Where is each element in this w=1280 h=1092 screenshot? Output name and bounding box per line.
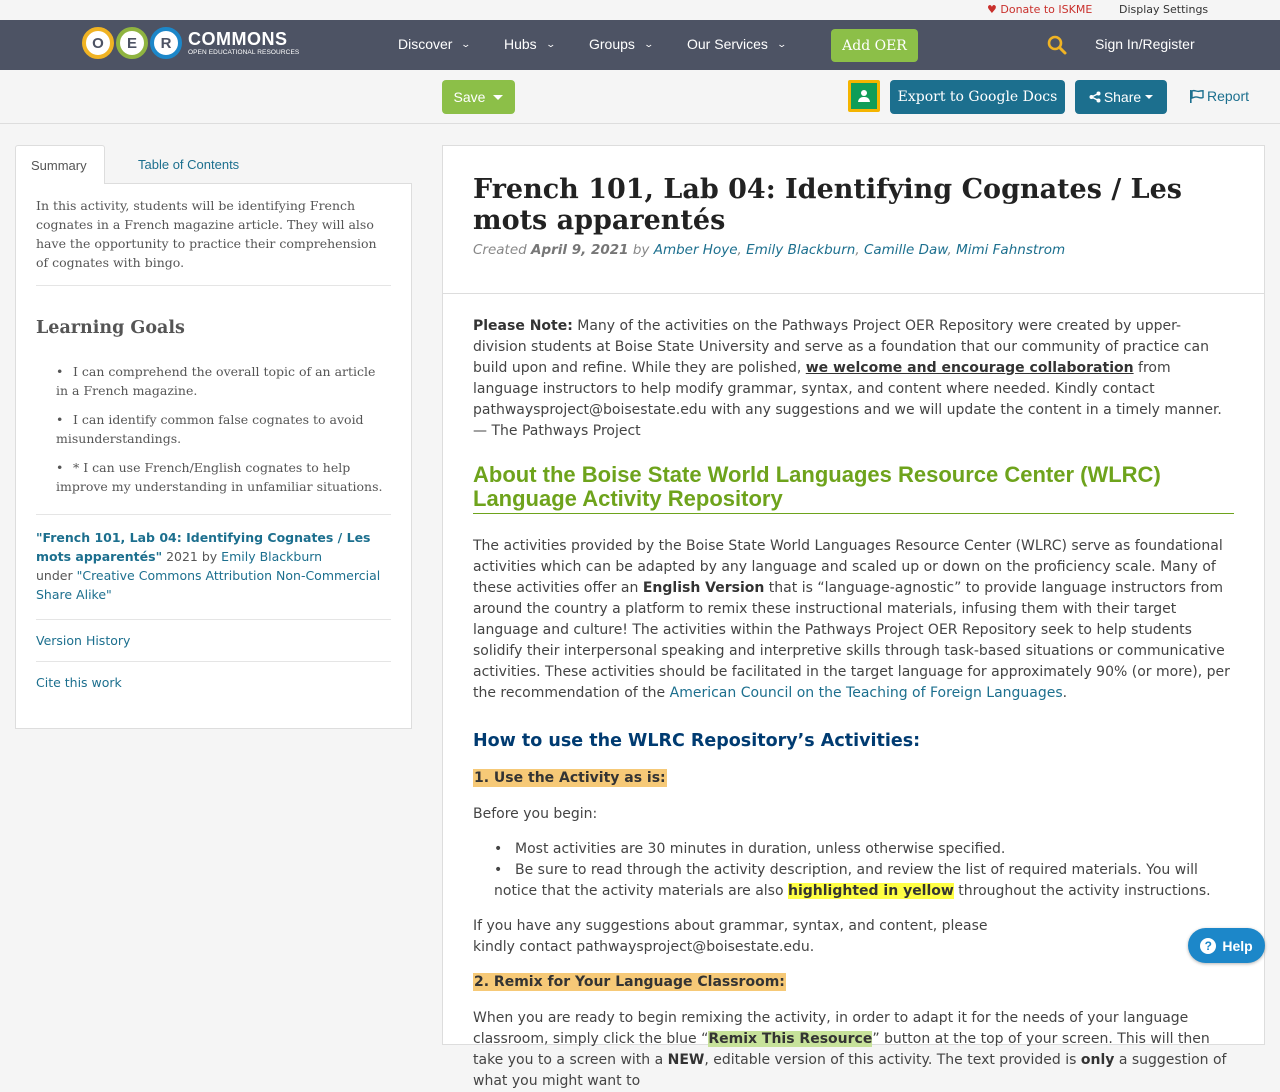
logo-letter-e: E [116, 27, 148, 59]
divider [36, 661, 391, 662]
help-label: Help [1222, 937, 1253, 954]
chevron-down-icon: ⌄ [643, 38, 654, 49]
resource-meta: Created April 9, 2021 by Amber Hoye, Emily Blackburn, Camille Daw, Mimi Fahnstrom [473, 242, 1066, 258]
step-2-label: 2. Remix for Your Language Classroom: [474, 974, 785, 990]
resource-toolbar [0, 70, 1280, 124]
list-item [473, 839, 1234, 860]
note-text-1: Many of the activities on the Pathways Project OER Repository were created by upper-division students at Boise State University and serve as a foundation that our community of practice can build upon and refine. While they are polished, [473, 318, 1210, 376]
english-version-text: English Version [642, 580, 765, 596]
divider [36, 514, 391, 515]
highlighted-yellow-text: highlighted in yellow [788, 883, 954, 899]
export-google-docs-button[interactable]: Export to Google Docs [890, 80, 1065, 114]
remix-this-resource-text: Remix This Resource [708, 1031, 873, 1047]
before-you-begin: Before you begin: [473, 806, 598, 822]
step-1-paragraph [473, 768, 1234, 789]
report-label: Report [1207, 88, 1250, 104]
about-end: . [1062, 685, 1068, 701]
note-text-2: from language instructors to help modify grammar, syntax, and content where needed. Kindly contact pathwaysproject@boisestate.edu with any suggestions and we will update the content in a timely manner. — The Pathways Project [473, 360, 1222, 439]
remix-text-3: , editable version of this activity. The text provided is [704, 1052, 1081, 1068]
learning-goal-item [36, 410, 391, 448]
author-link[interactable]: Amber Hoye [653, 242, 738, 258]
license-under: under [36, 568, 77, 583]
about-text-1: The activities provided by the Boise State World Languages Resource Center (WLRC) serve as foundational activities which can be adapted by any language and scaled up or down on the proficiency scale. Many of these activities offer an [473, 538, 1223, 596]
before-list [473, 839, 1234, 902]
author-link[interactable]: Mimi Fahnstrom [956, 242, 1066, 258]
learning-goals-title: Learning Goals [36, 318, 185, 338]
learning-goal-text: I can comprehend the overall topic of an article in a French magazine. [56, 364, 376, 398]
learning-goal-item [36, 458, 391, 496]
divider [36, 285, 391, 286]
learning-goals-list [36, 362, 391, 496]
bullet-1-text: Most activities are 30 minutes in duration, unless otherwise specified. [515, 841, 1006, 857]
cite-this-work-link[interactable]: Cite this work [36, 675, 122, 690]
heart-icon: ♥ [987, 3, 997, 16]
chevron-down-icon: ⌄ [545, 38, 556, 49]
caret-down-icon [1145, 95, 1153, 99]
summary-text: In this activity, students will be identifying French cognates in a French magazine article. They will also have the opportunity to practice their comprehension of cognates with bingo. [36, 198, 377, 270]
search-icon[interactable] [1047, 35, 1067, 55]
nav-discover[interactable] [398, 36, 470, 52]
display-settings-link[interactable]: Display Settings [1119, 3, 1209, 16]
remix-paragraph [473, 1008, 1234, 1092]
created-label: Created [473, 242, 532, 258]
resource-content [442, 145, 1265, 1089]
nav-groups-label: Groups [589, 36, 635, 52]
caret-down-icon [493, 95, 503, 100]
sidebar-tabs [15, 145, 412, 184]
report-button[interactable] [1190, 88, 1249, 104]
about-heading: About the Boise State World Languages Resource Center (WLRC) Language Activity Repository [473, 463, 1234, 514]
license-year-by: 2021 by [162, 549, 222, 564]
google-classroom-icon [851, 83, 877, 109]
remix-text-1: When you are ready to begin remixing the activity, in order to adapt it for the needs of your language classroom, simply click the blue “ [473, 1010, 1189, 1047]
version-history-link[interactable]: Version History [36, 633, 131, 648]
sign-in-register-link[interactable]: Sign In/Register [1095, 36, 1195, 52]
about-text-2: that is “language-agnostic” to provide language instructors from around the country a platform to remix these instructional materials, infusing them with their target language and culture! The activities within the Pathways Project OER Repository seek to help students solidify their interpersonal speaking and interpretive skills through task-based situations or communicative activities. These activities should be facilitated in the target language for approximately 90% (or more), per the recommendation of the [473, 580, 1230, 701]
resource-header [443, 146, 1264, 294]
save-button[interactable] [442, 80, 515, 114]
actfl-link[interactable]: American Council on the Teaching of Foreign Languages [669, 685, 1063, 701]
add-oer-button[interactable]: Add OER [831, 29, 918, 62]
learning-goal-item [36, 362, 391, 400]
bullet-2-text-b: throughout the activity instructions. [953, 883, 1211, 899]
main-nav [0, 20, 1280, 70]
divider [36, 619, 391, 620]
logo-letter-o: O [82, 27, 114, 59]
chevron-down-icon: ⌄ [460, 38, 472, 49]
summary-panel [15, 183, 412, 729]
bullet-2-text-a: Be sure to read through the activity description, and review the list of required materials. You will notice that the activity materials are also [494, 862, 1198, 899]
tab-summary[interactable]: Summary [15, 145, 105, 184]
nav-groups[interactable] [589, 36, 652, 52]
share-icon [1089, 91, 1101, 103]
step-2-paragraph [473, 972, 1234, 993]
license-attribution [36, 528, 391, 604]
nav-our-services[interactable] [687, 36, 785, 52]
nav-our-services-label: Our Services [687, 36, 768, 52]
share-button[interactable] [1075, 80, 1167, 114]
save-label: Save [453, 89, 486, 105]
license-author-link[interactable]: Emily Blackburn [221, 549, 323, 564]
collaboration-text: we welcome and encourage collaboration [805, 360, 1134, 376]
help-button[interactable] [1188, 928, 1265, 963]
donate-link[interactable] [987, 3, 1092, 16]
resource-title: French 101, Lab 04: Identifying Cognates / Les mots apparentés [473, 174, 1182, 236]
resource-sidebar [15, 145, 412, 729]
learning-goal-text: I can identify common false cognates to avoid misunderstandings. [56, 412, 364, 446]
google-classroom-button[interactable] [848, 80, 880, 112]
about-paragraph [473, 536, 1234, 704]
tab-table-of-contents[interactable]: Table of Contents [138, 157, 240, 172]
list-item [473, 860, 1234, 902]
learning-goal-text: * I can use French/English cognates to help improve my understanding in unfamiliar situations. [56, 460, 383, 494]
remix-text-4: a suggestion of what you might want to [473, 1052, 1227, 1089]
chevron-down-icon: ⌄ [776, 38, 787, 49]
remix-new-text: NEW [667, 1052, 705, 1068]
created-date: April 9, 2021 [531, 242, 629, 258]
author-link[interactable]: Emily Blackburn [746, 242, 856, 258]
resource-body [443, 294, 1264, 1092]
nav-discover-label: Discover [398, 36, 453, 52]
logo-wordmark [188, 30, 299, 57]
remix-only-text: only [1080, 1052, 1115, 1068]
suggestions-paragraph: If you have any suggestions about grammar, syntax, and content, please kindly contact pathwaysproject@boisestate.edu. [473, 918, 988, 955]
author-link[interactable]: Camille Daw [863, 242, 948, 258]
please-note-label: Please Note: [473, 318, 573, 334]
license-resource-title-link[interactable]: "French 101, Lab 04: Identifying Cognates / Les mots apparentés" [36, 530, 371, 564]
logo-commons: COMMONS [188, 28, 288, 49]
nav-hubs[interactable] [504, 36, 554, 52]
by-label: by [628, 242, 654, 258]
license-name-link[interactable]: "Creative Commons Attribution Non-Commercial Share Alike" [36, 568, 381, 602]
logo-letter-r: R [150, 27, 182, 59]
question-icon: ? [1200, 938, 1216, 954]
donate-label: Donate to ISKME [1000, 3, 1093, 16]
remix-text-2: ” button at the top of your screen. This will then take you to a screen with a [473, 1031, 1210, 1068]
oer-commons-logo[interactable] [82, 26, 299, 60]
logo-tagline: OPEN EDUCATIONAL RESOURCES [188, 48, 300, 56]
step-1-label: 1. Use the Activity as is: [474, 770, 666, 786]
utility-bar [0, 0, 1280, 20]
flag-icon [1190, 90, 1204, 103]
please-note-paragraph [473, 316, 1234, 442]
how-to-heading: How to use the WLRC Repository’s Activities: [473, 731, 921, 751]
nav-hubs-label: Hubs [504, 36, 537, 52]
share-label: Share [1103, 89, 1142, 105]
